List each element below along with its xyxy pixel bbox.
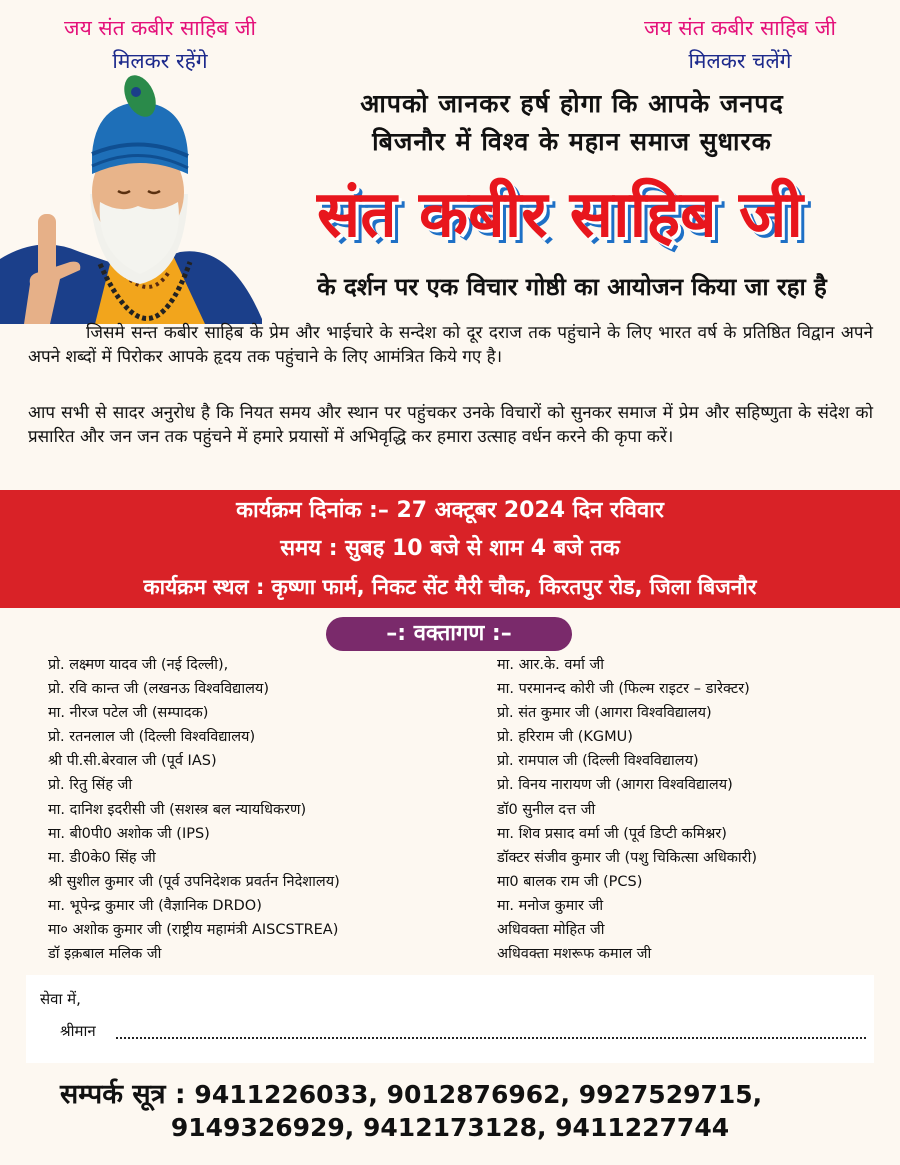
list-item: अधिवक्ता मशरूफ कमाल जी — [497, 946, 652, 963]
list-item: प्रो. रतनलाल जी (दिल्ली विश्वविद्यालय) — [48, 729, 256, 746]
address-box — [26, 975, 874, 1063]
main-title: संत कबीर साहिब जी — [316, 177, 804, 252]
list-item: मा० अशोक कुमार जी (राष्ट्रीय महामंत्री AISCSTREA) — [48, 922, 339, 939]
list-item: डॉ0 सुनील दत्त जी — [497, 801, 596, 818]
header-right-slogan: जय संत कबीर साहिब जी — [643, 16, 836, 40]
list-item: मा. दानिश इदरीसी जी (सशस्त्र बल न्यायधिकरण) — [48, 801, 307, 818]
list-item: मा. नीरज पटेल जी (सम्पादक) — [48, 705, 209, 722]
contact-numbers-2: 9149326929, 9412173128, 9411227744 — [170, 1113, 730, 1142]
list-item: मा. परमानन्द कोरी जी (फिल्म राइटर – डारेक्टर) — [497, 681, 750, 698]
list-item: प्रो. रवि कान्त जी (लखनऊ विश्वविद्यालय) — [48, 681, 269, 698]
contact-label: सम्पर्क सूत्र : — [60, 1079, 186, 1110]
contact-numbers-1: 9411226033, 9012876962, 9927529715, — [194, 1080, 763, 1109]
event-time: समय : सुबह 10 बजे से शाम 4 बजे तक — [280, 536, 620, 561]
intro-line-1: आपको जानकर हर्ष होगा कि आपके जनपद — [360, 89, 784, 118]
speakers-heading: –: वक्तागण :– — [326, 617, 572, 651]
list-item: मा. शिव प्रसाद वर्मा जी (पूर्व डिप्टी कमिश्नर) — [497, 825, 727, 842]
header-right — [590, 18, 890, 72]
list-item: प्रो. रामपाल जी (दिल्ली विश्वविद्यालय) — [497, 753, 699, 770]
speakers-list-left — [48, 653, 340, 966]
list-item: प्रो. रितु सिंह जी — [48, 777, 133, 794]
subtitle: के दर्शन पर एक विचार गोष्ठी का आयोजन किया जा रहा है — [317, 273, 827, 301]
address-name-label: श्रीमान — [60, 1022, 96, 1040]
list-item: मा. मनोज कुमार जी — [497, 897, 604, 914]
list-item: मा0 बालक राम जी (PCS) — [497, 873, 643, 890]
list-item: अधिवक्ता मोहित जी — [497, 922, 605, 939]
list-item: श्री पी.सी.बेरवाल जी (पूर्व IAS) — [48, 753, 217, 770]
saint-portrait-image — [0, 74, 262, 324]
address-dotted-line — [116, 1037, 866, 1039]
list-item: मा. बी0पी0 अशोक जी (IPS) — [48, 825, 210, 842]
contact-line-1 — [60, 1074, 860, 1111]
list-item: डॉक्टर संजीव कुमार जी (पशु चिकित्सा अधिकारी) — [497, 849, 757, 866]
address-salutation: सेवा में, — [40, 990, 81, 1008]
header-right-motto: मिलकर चलेंगे — [688, 49, 792, 73]
list-item: प्रो. हरिराम जी (KGMU) — [497, 729, 633, 746]
list-item: मा. भूपेन्द्र कुमार जी (वैज्ञानिक DRDO) — [48, 897, 262, 914]
list-item: प्रो. संत कुमार जी (आगरा विश्वविद्यालय) — [497, 705, 712, 722]
list-item: डॉ इक़बाल मलिक जी — [48, 946, 162, 963]
paragraph-invitation: जिसमे सन्त कबीर साहिब के प्रेम और भाईचारे के सन्देश को दूर दराज तक पहुंचाने के लिए भारत वर्ष के प्रतिष्ठित विद्वान अपने अपने शब्दों में पिरोकर आपके हृदय तक पहुंचाने के लिए आमंत्रित किये गए है। — [28, 323, 873, 367]
list-item: श्री सुशील कुमार जी (पूर्व उपनिदेशक प्रवर्तन निदेशालय) — [48, 873, 340, 890]
header-left — [10, 18, 310, 72]
event-details-banner — [0, 490, 900, 608]
list-item: प्रो. लक्ष्मण यादव जी (नई दिल्ली), — [48, 657, 229, 673]
paragraph-request: आप सभी से सादर अनुरोध है कि नियत समय और स्थान पर पहुंचकर उनके विचारों को सुनकर समाज में प्रेम और सहिष्णुता के संदेश को प्रसारित और जन जन तक पहुंचने में हमारे प्रयासों में अभिवृद्धि कर हमारा उत्साह वर्धन करने की कृपा करें। — [28, 403, 873, 447]
speakers-list-right — [497, 653, 757, 966]
header-left-motto: मिलकर रहेंगे — [112, 49, 208, 73]
event-date: कार्यक्रम दिनांक :– 27 अक्टूबर 2024 दिन रविवार — [236, 498, 664, 523]
list-item: प्रो. विनय नारायण जी (आगरा विश्वविद्यालय) — [497, 777, 733, 794]
list-item: मा. डी0के0 सिंह जी — [48, 849, 156, 866]
intro-line-2: बिजनौर में विश्व के महान समाज सुधारक — [372, 127, 772, 156]
list-item: मा. आर.के. वर्मा जी — [497, 657, 604, 673]
event-venue: कार्यक्रम स्थल : कृष्णा फार्म, निकट सेंट मैरी चौक, किरतपुर रोड, जिला बिजनौर — [143, 575, 757, 599]
header-left-slogan: जय संत कबीर साहिब जी — [63, 16, 256, 40]
